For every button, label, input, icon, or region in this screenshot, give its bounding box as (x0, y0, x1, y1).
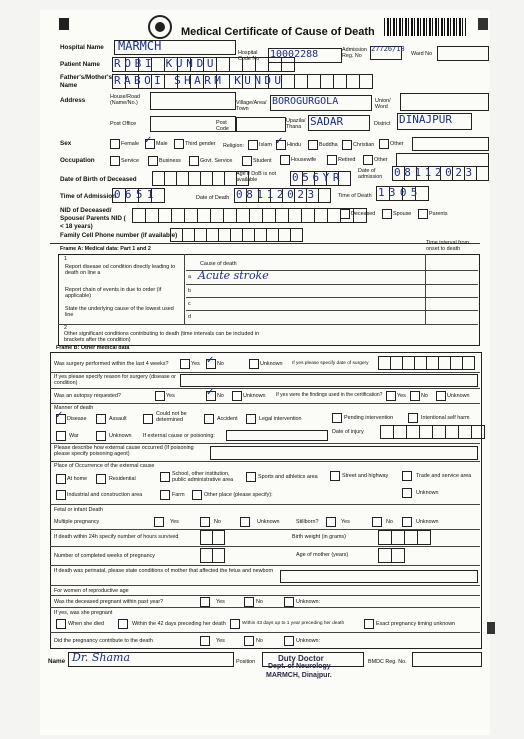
nid-parents-checkbox[interactable] (418, 209, 428, 219)
contribute-question: Did the pregnancy contribute to the death (54, 638, 153, 644)
nid-label: NID of Deceased/ Spouse/ Parents NID ( < 18 years) (60, 207, 126, 231)
findings-yes-checkbox[interactable] (386, 391, 396, 401)
dob-cells[interactable] (152, 171, 248, 186)
frame-b-rule-1 (50, 372, 480, 373)
frame-a-divider-2 (425, 254, 426, 324)
contribute-unknown-label: Unknown: (296, 638, 320, 644)
assault-checkbox[interactable] (96, 414, 106, 424)
date-of-admission-label: Date of admission (358, 168, 383, 181)
surgery-unknown-checkbox[interactable] (249, 359, 259, 369)
district-value: DINAJPUR (399, 113, 452, 126)
autopsy-findings-label: If yes were the findings used in the certification? (276, 392, 383, 398)
multiple-unknown-checkbox[interactable] (240, 517, 250, 527)
multiple-yes-checkbox[interactable] (154, 517, 164, 527)
date-injury-label: Date of injury (332, 429, 364, 435)
retired-checkbox[interactable] (327, 155, 337, 165)
third-gender-checkbox[interactable] (174, 139, 184, 149)
could-not-label: Could not be determined (156, 411, 187, 424)
occupation-other-label: Other (374, 157, 388, 163)
other-place-label: Other place (please specify): (204, 492, 273, 498)
retired-label: Retired (338, 157, 356, 163)
autopsy-unknown-label: Unknown (243, 393, 266, 399)
residential-label: Residential (109, 476, 136, 482)
third-gender-label: Third gender (185, 141, 216, 147)
cause-a-value: Acute stroke (198, 269, 269, 282)
barcode-icon (384, 18, 466, 36)
other-significant-text: Other significant conditions contributing to death (time intervals can be included in brackets after the condition) (64, 331, 260, 344)
religion-other-checkbox[interactable] (379, 139, 389, 149)
admission-reg-label: Admission Reg. No (342, 47, 367, 60)
birth-weight-cells[interactable] (378, 530, 430, 545)
war-checkbox[interactable] (56, 431, 66, 441)
religion-other-label: Other (390, 141, 404, 147)
stillborn-label: Stillborn? (296, 519, 319, 525)
corner-marker-icon (478, 18, 488, 30)
admission-reg-value: 27726/18 (371, 45, 405, 53)
frame-b-rule-6 (50, 504, 480, 505)
within-43-checkbox[interactable] (230, 619, 240, 629)
business-checkbox[interactable] (148, 156, 158, 166)
frame-b-rule-8 (50, 546, 480, 547)
frame-b-rule-4 (50, 443, 480, 444)
describe-external-field[interactable] (210, 446, 478, 460)
legal-checkbox[interactable] (246, 414, 256, 424)
occupation-other-field[interactable] (396, 153, 489, 167)
islam-label: Islam (259, 142, 272, 148)
occupation-label: Occupation (60, 157, 95, 164)
exact-unknown-label: Exact pregnancy timing unknown (376, 621, 456, 627)
date-of-death-label: Date of Death (196, 195, 230, 201)
nid-cells[interactable] (132, 208, 366, 223)
farm-checkbox[interactable] (160, 490, 170, 500)
industrial-label: Industrial and construction area (67, 492, 143, 498)
surgery-unknown-label: Unknown (260, 361, 283, 367)
death-date-value: 08112023 (236, 188, 318, 201)
surgery-no-label: No (217, 361, 224, 367)
male-check-mark-icon: ✓ (144, 135, 153, 146)
service-label: Service (121, 158, 139, 164)
time-interval-header: Time interval from onset to death (426, 240, 469, 253)
age-if-dob-label: Age if DoB is not available (236, 171, 277, 184)
ward-no-label: Ward No (411, 51, 433, 57)
frame-b-rule-3 (50, 403, 480, 404)
govt-service-label: Govt. Service (200, 158, 233, 164)
business-label: Business (159, 158, 181, 164)
form-title: Medical Certificate of Cause of Death (181, 26, 375, 38)
contribute-no-label: No (256, 638, 263, 644)
school-checkbox[interactable] (160, 472, 170, 482)
govt-service-checkbox[interactable] (189, 156, 199, 166)
within-43-label: Within 43 days up to 1 year preceding her death (242, 621, 345, 626)
war-label: War (69, 433, 79, 439)
frame-b-rule-9 (50, 565, 480, 566)
certificate-sheet (40, 10, 490, 735)
sex-label: Sex (60, 140, 72, 147)
nid-spouse-label: Spouse (393, 211, 412, 217)
signer-name-value: Dr. Shama (72, 651, 131, 664)
birth-weight-label: Birth weight (in grams) (292, 534, 346, 540)
nid-deceased-label: Deceased (351, 211, 376, 217)
line-letter-b: b (188, 288, 191, 294)
industrial-checkbox[interactable] (56, 490, 66, 500)
multiple-pregnancy-label: Multiple pregnancy (54, 519, 100, 525)
legal-label: Legal intervention (259, 416, 302, 422)
religion-other-field[interactable] (412, 137, 489, 151)
frame-a-part2-rule (58, 324, 478, 325)
government-seal-icon (148, 15, 172, 39)
frame-a-top-rule (50, 243, 480, 244)
line-letter-a: a (188, 274, 191, 280)
side-marker-icon (487, 622, 495, 634)
findings-yes-label: Yes (397, 393, 406, 399)
line-letter-c: c (188, 301, 191, 307)
fetal-header: Fetal or infant Death (54, 507, 103, 513)
death-24h-label: If death within 24h specify number of hours survived (54, 534, 179, 540)
external-label: If external cause or poisoning: (143, 433, 215, 439)
pregnant-unknown-checkbox[interactable] (284, 597, 294, 607)
part2-number: 2 (64, 325, 67, 331)
underlying-text: State the underlying cause of the lowest used line (65, 306, 174, 319)
buddha-checkbox[interactable] (308, 140, 318, 150)
pregnant-unknown-label: Unknown: (296, 599, 320, 605)
nid-spouse-checkbox[interactable] (382, 209, 392, 219)
frame-b-rule-2 (50, 388, 480, 389)
village-area-label: Village/Area/ Town (236, 100, 267, 113)
autopsy-yes-checkbox[interactable] (155, 391, 165, 401)
death-time-value: 1305 (378, 186, 422, 199)
disease-check-mark-icon: ✓ (55, 410, 64, 421)
union-word-label: Union/ Word (375, 98, 391, 111)
christian-checkbox[interactable] (342, 140, 352, 150)
autopsy-yes-label: Yes (166, 393, 175, 399)
findings-unknown-label: Unknown (447, 393, 470, 399)
surgery-reason-field[interactable] (180, 374, 478, 387)
exact-unknown-checkbox[interactable] (364, 619, 374, 629)
hospital-name-label: Hospital Name (60, 44, 104, 51)
surgery-no-check-mark-icon: ✓ (206, 355, 215, 366)
findings-no-label: No (421, 393, 428, 399)
contribute-no-checkbox[interactable] (244, 636, 254, 646)
autopsy-no-label: No (217, 393, 224, 399)
disease-label: Disease (67, 416, 87, 422)
autopsy-no-check-mark-icon: ✓ (206, 387, 215, 398)
self-harm-label: Intentional self harm (421, 415, 470, 421)
pregnant-yes-label: Yes (216, 599, 225, 605)
female-label: Female (121, 141, 139, 147)
hospital-code-label: Hospital Code No (238, 50, 260, 63)
women-header: For women of reproductive age (54, 588, 129, 594)
post-code-label: Post Code (216, 120, 229, 133)
patient-name-label: Patient Name (60, 61, 100, 68)
trade-checkbox[interactable] (402, 471, 412, 481)
weeks-pregnancy-cells[interactable] (200, 548, 224, 563)
student-checkbox[interactable] (242, 156, 252, 166)
service-checkbox[interactable] (110, 156, 120, 166)
stillborn-yes-label: Yes (341, 519, 350, 525)
bmdc-field[interactable] (412, 652, 482, 667)
frame-a-header: Frame A: Medical data: Part 1 and 2 (60, 246, 151, 252)
contribute-unknown-checkbox[interactable] (284, 636, 294, 646)
death-24h-cells[interactable] (200, 530, 224, 545)
report-disease-text: Report disease od condition directly leading to death on line a (65, 264, 176, 277)
religion-label: Religion: (223, 143, 244, 149)
admission-date-value: 08112023 (394, 166, 476, 179)
time-of-death-label: Time of Death (338, 193, 372, 199)
accident-label: Accident (217, 416, 238, 422)
age-mother-label: Age of mother (years) (296, 552, 349, 558)
house-road-label: House/Road (Name/No.) (110, 94, 140, 107)
weeks-pregnancy-label: Number of completed weeks of pregnancy (54, 553, 155, 559)
time-of-admission-label: Time of Admission (60, 193, 116, 200)
surgery-reason-label: If yes please specify reason for surgery (disease or condition) (54, 374, 176, 387)
hospital-name-value: MARMCH (118, 39, 162, 53)
manner-unknown-checkbox[interactable] (96, 431, 106, 441)
stillborn-unknown-checkbox[interactable] (402, 517, 412, 527)
sports-checkbox[interactable] (246, 472, 256, 482)
frame-a-divider-1 (184, 254, 185, 324)
post-code-field[interactable] (236, 117, 286, 132)
address-label: Address (60, 97, 86, 104)
pregnant-no-checkbox[interactable] (244, 597, 254, 607)
accident-checkbox[interactable] (204, 414, 214, 424)
frame-b-rule-11 (50, 595, 480, 596)
house-road-field[interactable] (150, 92, 236, 110)
student-label: Student (253, 158, 272, 164)
pregnant-question: Was the deceased pregnant within past year? (54, 599, 164, 605)
patient-name-value: ROBI KUNDU (114, 57, 218, 70)
stamp-line-2: Dept. of Neurology (268, 663, 331, 670)
perinatal-field[interactable] (280, 570, 478, 583)
post-office-label: Post Office (110, 121, 137, 127)
multiple-no-checkbox[interactable] (200, 517, 210, 527)
housewife-checkbox[interactable] (280, 155, 290, 165)
residential-checkbox[interactable] (96, 474, 106, 484)
christian-label: Christian (353, 142, 375, 148)
surgery-question: Was surgery performed within the last 4 weeks? (54, 361, 169, 367)
stamp-line-1: Duty Doctor (278, 654, 324, 663)
within-42-checkbox[interactable] (118, 619, 128, 629)
ward-no-field[interactable] (437, 46, 489, 61)
when-died-checkbox[interactable] (56, 619, 66, 629)
family-phone-cells[interactable] (170, 228, 302, 242)
frame-a-row-4 (186, 310, 478, 311)
pending-label: Pending intervention (344, 415, 394, 421)
perinatal-label: If death was perinatal, please state conditions of mother that affected the fetus and newborn (54, 568, 274, 574)
autopsy-unknown-checkbox[interactable] (232, 391, 242, 401)
surgery-date-cells[interactable] (378, 356, 474, 370)
when-died-label: When she died (68, 621, 104, 627)
district-label: District (374, 121, 391, 127)
within-42-label: Within the 42 days preceding her death (132, 621, 226, 627)
manner-unknown-label: Unknown (109, 433, 132, 439)
stillborn-no-checkbox[interactable] (372, 517, 382, 527)
place-unknown-checkbox[interactable] (402, 488, 412, 498)
school-label: School, other institution, public administrative area (172, 471, 234, 484)
surgery-yes-checkbox[interactable] (180, 359, 190, 369)
page-marker-icon (59, 18, 69, 30)
father-mother-name-label: Father's/Mother's Name (60, 74, 112, 90)
age-value: 056YR (292, 171, 344, 184)
place-header: Place of Occurrence of the external cause (54, 463, 155, 469)
frame-a-row-2 (186, 284, 478, 285)
sports-label: Sports and athletics area (258, 474, 318, 480)
stamp-line-3: MARMCH, Dinajpur. (266, 672, 332, 679)
pregnant-no-label: No (256, 599, 263, 605)
frame-b-rule-10 (50, 585, 480, 586)
cause-of-death-header: Cause of death (200, 261, 237, 267)
at-home-label: At home (67, 476, 88, 482)
hindu-label: Hindu (287, 142, 302, 148)
contribute-yes-checkbox[interactable] (200, 636, 210, 646)
multiple-yes-label: Yes (170, 519, 179, 525)
findings-no-checkbox[interactable] (410, 391, 420, 401)
place-unknown-label: Unknown (416, 490, 439, 496)
contribute-yes-label: Yes (216, 638, 225, 644)
part1-number: 1 (64, 256, 67, 262)
autopsy-question: Was an autopsy requested? (54, 393, 121, 399)
buddha-label: Buddha (319, 142, 338, 148)
male-label: Male (156, 141, 168, 147)
external-field[interactable] (226, 430, 328, 441)
admission-time-value: 0651 (114, 188, 158, 201)
bmdc-label: BMDC Reg. No. (368, 659, 407, 665)
nid-parents-label: Parents (429, 211, 448, 217)
dob-label: Date of Birth of Deceased (60, 176, 137, 183)
hospital-code-value: 10002288 (270, 49, 319, 60)
pending-checkbox[interactable] (332, 413, 342, 423)
street-checkbox[interactable] (330, 471, 340, 481)
multiple-no-label: No (214, 519, 221, 525)
frame-b-rule-12 (50, 607, 480, 608)
father-name-value: RABOI SHARM KUNDU (114, 74, 285, 87)
upazila-label: Upazila/ Thana (286, 118, 306, 131)
frame-a-row-3 (186, 297, 478, 298)
other-place-checkbox[interactable] (192, 490, 202, 500)
surgery-yes-label: Yes (191, 361, 200, 367)
pregnant-when-label: If yes, was she pregnant (54, 610, 113, 616)
signer-name-label: Name (48, 658, 66, 665)
union-word-field[interactable] (400, 93, 489, 111)
stillborn-no-label: No (386, 519, 393, 525)
at-home-checkbox[interactable] (56, 474, 66, 484)
could-not-checkbox[interactable] (143, 414, 153, 424)
line-letter-d: d (188, 314, 191, 320)
street-label: Street and highway (342, 473, 389, 479)
stillborn-unknown-label: Unknown (416, 519, 439, 525)
family-phone-label: Family Cell Phone number (if available) (60, 232, 178, 239)
position-label: Position (236, 659, 256, 665)
farm-label: Farm (172, 492, 185, 498)
islam-checkbox[interactable] (248, 140, 258, 150)
date-injury-cells[interactable] (380, 425, 484, 439)
age-mother-cells[interactable] (378, 548, 404, 563)
self-harm-checkbox[interactable] (408, 413, 418, 423)
describe-external-label: Please describe how external cause occurred (If poisoning please specify poisoning agent) (54, 445, 194, 458)
report-chain-text: Report chain of events in due to order (if applicable) (65, 287, 162, 300)
stillborn-yes-checkbox[interactable] (326, 517, 336, 527)
upazila-value: SADAR (310, 115, 344, 128)
frame-b-rule-5 (50, 461, 480, 462)
manner-header: Manner of death (54, 405, 94, 411)
pregnant-yes-checkbox[interactable] (200, 597, 210, 607)
multiple-unknown-label: Unknown (257, 519, 280, 525)
occupation-other-checkbox[interactable] (363, 155, 373, 165)
nid-deceased-checkbox[interactable] (340, 209, 350, 219)
village-area-value: BOROGURGOLA (272, 96, 339, 107)
female-checkbox[interactable] (110, 139, 120, 149)
surgery-date-label: If yes please specify date of surgery (292, 361, 369, 366)
hindu-check-mark-icon: ✓ (275, 136, 284, 147)
frame-b-rule-13 (50, 632, 480, 633)
housewife-label: Housewife (291, 157, 317, 163)
frame-b-header: Frame B: Other medical data (56, 345, 130, 351)
trade-label: Trade and service area (416, 473, 472, 479)
assault-label: Assault (109, 416, 127, 422)
findings-unknown-checkbox[interactable] (436, 391, 446, 401)
